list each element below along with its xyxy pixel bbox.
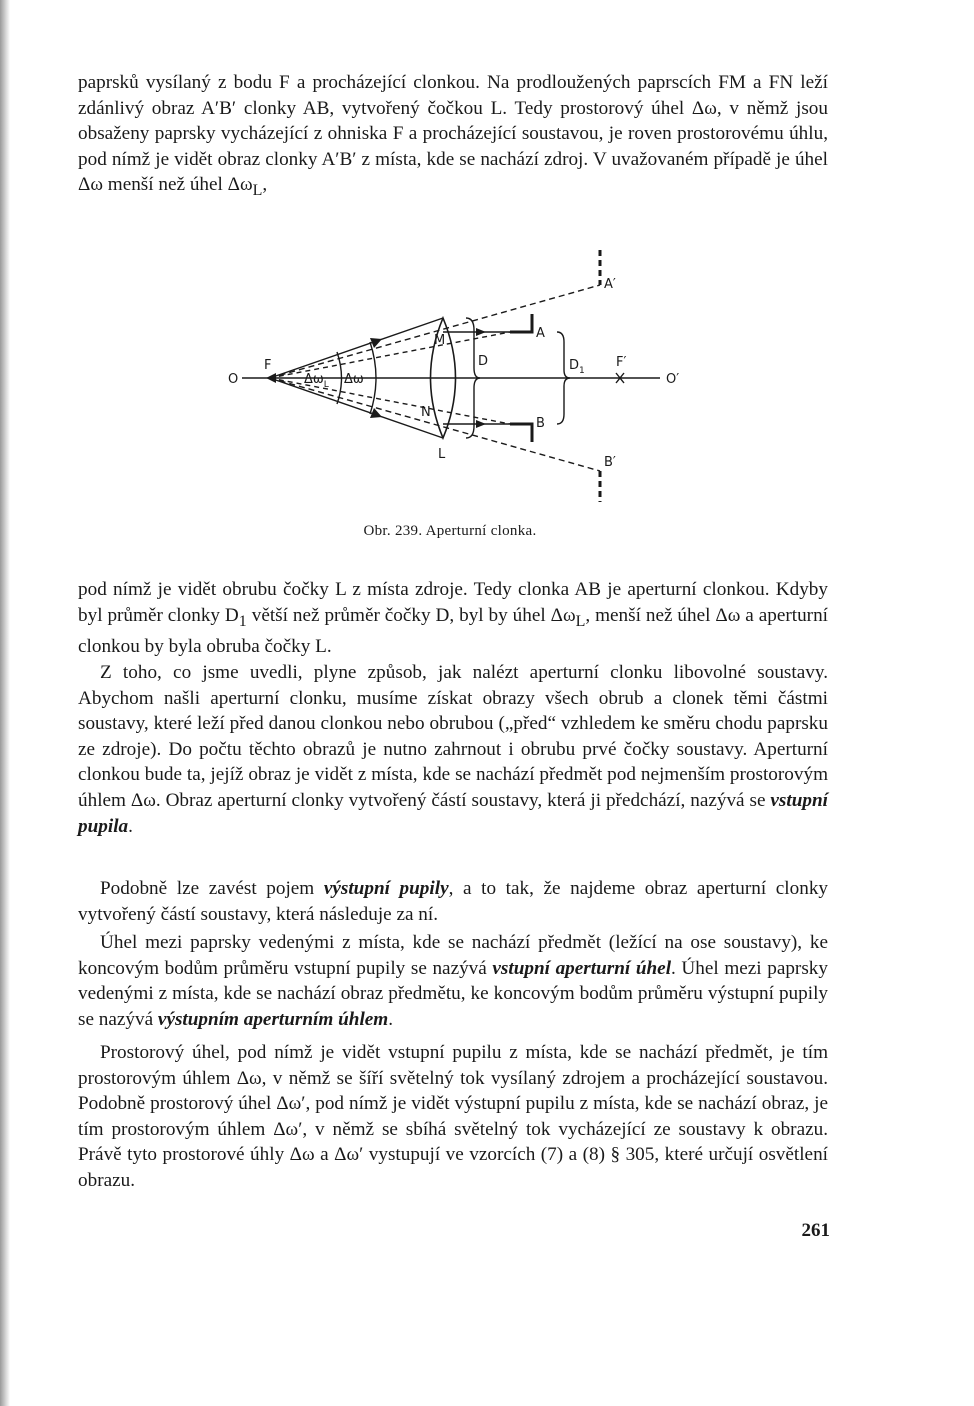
label-N: N bbox=[421, 405, 431, 420]
aperture-stop-diagram bbox=[220, 240, 700, 510]
label-L: L bbox=[438, 447, 446, 462]
label-F-prime: F′ bbox=[616, 355, 627, 370]
label-B-prime: B′ bbox=[604, 455, 616, 470]
paragraph-5: Úhel mezi paprsky vedenými z místa, kde se nachází předmět (ležící na ose soustavy), ke koncovým bodům průměru vstupní pupily se nazývá vstupní aperturní úhel. Úhel mezi paprsky vedenými z místa, kde se nachází obraz předmětu, ke koncovým bodům průměru výstupní pupily se nazývá výstupním aperturním úhlem. bbox=[78, 932, 828, 1030]
label-F: F bbox=[264, 358, 272, 373]
ray-F-N bbox=[270, 378, 443, 438]
page-number: 261 bbox=[801, 1220, 830, 1241]
label-D1: $D_1$ bbox=[569, 358, 585, 376]
label-B: B bbox=[536, 416, 545, 431]
label-M: M bbox=[434, 333, 446, 348]
figure-aperture-stop bbox=[220, 240, 700, 510]
paragraph-4: Podobně lze zavést pojem výstupní pupily, a to tak, že najdeme obraz aperturní clonky vytvořený částí soustavy, která následuje za ní. bbox=[78, 878, 829, 925]
paragraph-2: pod nímž je vidět obrubu čočky L z místa zdroje. Tedy clonka AB je aperturní clonkou. Kdyby byl průměr clonky $D_1$ větší než průměr čočky D, byl by úhel $\Delta\omega_L$, menší než úhel Δω a aperturní clonkou by byla obruba čočky L. bbox=[78, 579, 828, 658]
label-A-prime: A′ bbox=[604, 277, 616, 292]
paragraph-3: Z toho, co jsme uvedli, plyne způsob, jak nalézt aperturní clonku libovolné soustavy. Abychom našli aperturní clonku, musíme získat obrazy všech obrub a clonek těmi částmi soustavy, které leží před danou clonkou nebo obrubou („před“ vzhledem ke směru chodu paprsku ze zdroje). Do počtu těchto obrazů je nutno zahrnout i obrubu prvé čočky soustavy. Aperturní clonkou bude ta, jejíž obraz je vidět z místa, kde se nachází předmět pod nejmenším prostorovým úhlem Δω. Obraz aperturní clonky vytvořený částí soustavy, která ji předchází, nazývá se vstupní pupila. bbox=[78, 662, 828, 837]
paragraph-6: Prostorový úhel, pod nímž je vidět vstupní pupilu z místa, kde se nachází předmět, je tím prostorovým úhlem Δω, v němž se šíří světelný tok vysílaný zdrojem a procházející soustavou. Podobně prostorový úhel Δω′, pod nímž je vidět výstupní pupilu z místa, kde se nachází obraz, je tím prostorovým úhlem Δω′, v němž se sbíhá světelný tok vycházející ze soustavy k obrazu. Právě tyto prostorové úhly Δω a Δω′ vystupují ve vzorcích (7) a (8) § 305, které určují osvětlení obrazu. bbox=[78, 1042, 828, 1191]
paragraph-1: paprsků vysílaný z bodu F a procházející clonkou. Na prodloužených paprscích FM a FN leží zdánlivý obraz A′B′ clonky AB, vytvořený čočkou L. Tedy prostorový úhel Δω, v němž jsou obsaženy paprsky vycházející z ohniska F a procházející soustavou, je roven prostorovému úhlu, pod nímž je vidět obraz clonky A′B′ z místa, kde se nachází zdroj. V uvažovaném případě je úhel Δω menší než úhel $\Delta\omega_L$, bbox=[78, 72, 828, 200]
ray-arrow-lower-right bbox=[476, 420, 486, 428]
label-D: D bbox=[478, 354, 489, 369]
label-A: A bbox=[536, 326, 545, 341]
figure-caption: Obr. 239. Aperturní clonka. bbox=[363, 523, 537, 539]
label-dw: Δω bbox=[344, 372, 364, 387]
label-dw-L: $\Delta\omega_L$ bbox=[304, 372, 329, 390]
dashed-ray-to-A-prime bbox=[270, 285, 600, 378]
label-O-prime: O′ bbox=[666, 372, 680, 387]
dashed-ray-to-B-prime bbox=[270, 378, 600, 471]
aperture-stop-B bbox=[510, 424, 532, 442]
label-O: O bbox=[228, 372, 239, 387]
aperture-stop-A bbox=[510, 314, 532, 332]
ray-arrow-upper-right bbox=[476, 328, 486, 336]
focus-F-mark bbox=[266, 373, 276, 383]
ray-F-M bbox=[270, 318, 446, 378]
